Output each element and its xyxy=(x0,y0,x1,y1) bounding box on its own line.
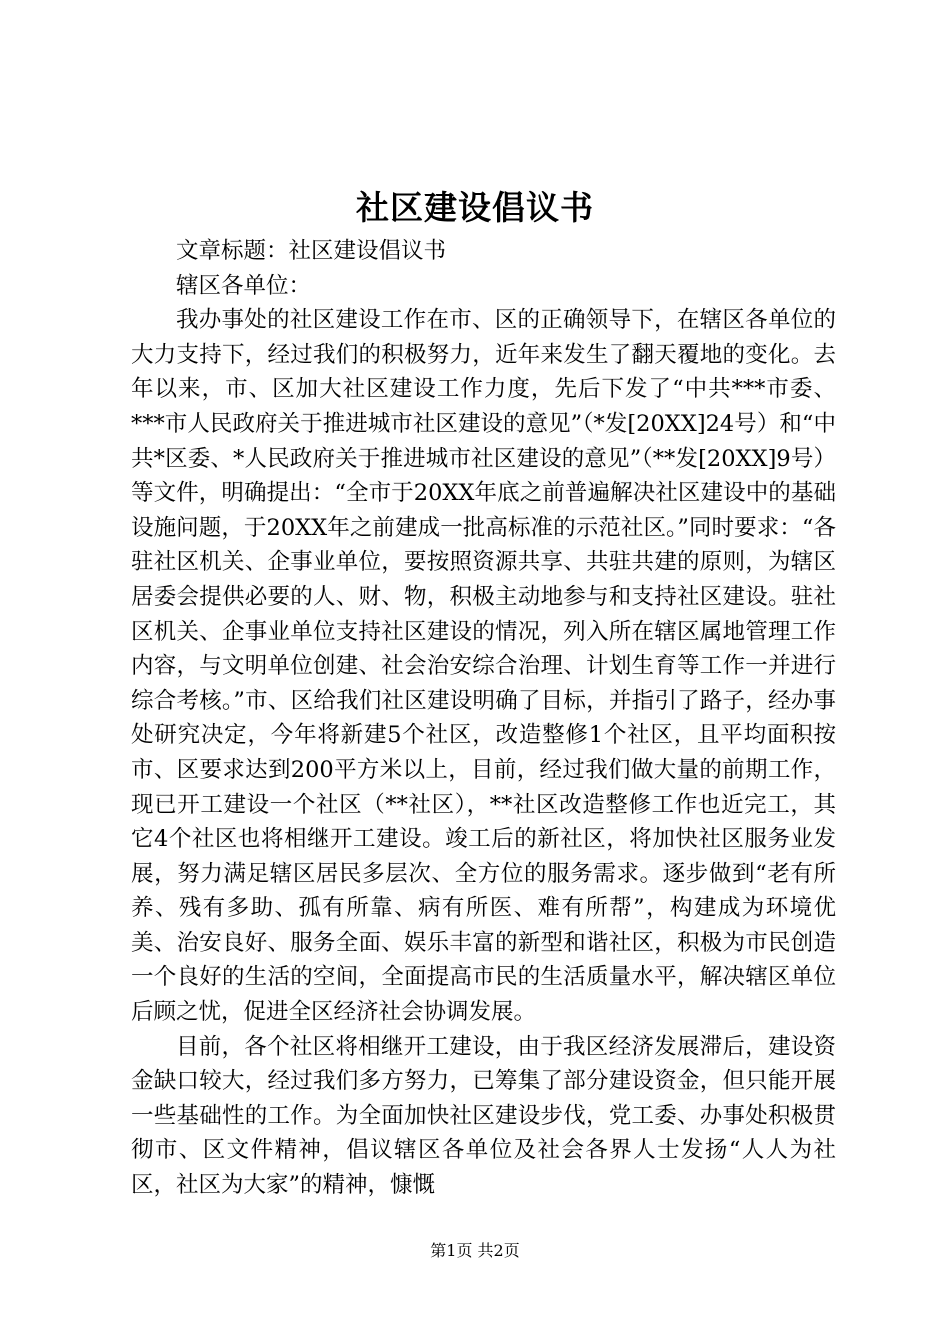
page-footer: 第1页 共2页 xyxy=(430,1241,520,1260)
article-title-line: 文章标题：社区建设倡议书 xyxy=(176,238,447,264)
paragraph-2: 目前，各个社区将相继开工建设，由于我区经济发展滞后，建设资金缺口较大，经过我们多方努力，已筹集了部分建设资金，但只能开展一些基础性的工作。为全面加快社区建设步伐，党工委、办事处积极贯彻市、区文件精神，倡议辖区各单位及社会各界人士发扬“人人为社区，社区为大家”的精神，慷慨 xyxy=(131,1033,836,1199)
salutation: 辖区各单位： xyxy=(176,272,312,299)
paragraph-1: 我办事处的社区建设工作在市、区的正确领导下，在辖区各单位的大力支持下，经过我们的积极努力，近年来发生了翻天覆地的变化。去年以来，市、区加大社区建设工作力度，先后下发了“中共***市委、***市人民政府关于推进城市社区建设的意见”（*发[20XX]24号）和“中共*区委、*人民政府关于推进城市社区建设的意见”（**发[20XX]9号）等文件，明确提出：“全市于20XX年底之前普遍解决社区建设中的基础设施问题，于20XX年之前建成一批高标准的示范社区。”同时要求：“各驻社区机关、企事业单位，要按照资源共享、共驻共建的原则，为辖区居委会提供必要的人、财、物，积极主动地参与和支持社区建设。驻社区机关、企事业单位支持社区建设的情况，列入所在辖区属地管理工作内容，与文明单位创建、社会治安综合治理、计划生育等工作一并进行综合考核。”市、区给我们社区建设明确了目标，并指引了路子，经办事处研究决定，今年将新建5个社区，改造整修1个社区，且平均面积按市、区要求达到200平方米以上，目前，经过我们做大量的前期工作，现已开工建设一个社区（**社区），**社区改造整修工作也近完工，其它4个社区也将相继开工建设。竣工后的新社区，将加快社区服务业发展，努力满足辖区居民多层次、全方位的服务需求。逐步做到“老有所养、残有多助、孤有所靠、病有所医、难有所帮”，构建成为环境优美、治安良好、服务全面、娱乐丰富的新型和谐社区，积极为市民创造一个良好的生活的空间，全面提高市民的生活质量水平，解决辖区单位后顾之忧，促进全区经济社会协调发展。 xyxy=(131,307,836,1026)
document-title: 社区建设倡议书 xyxy=(356,188,594,227)
document-body xyxy=(131,234,836,1203)
